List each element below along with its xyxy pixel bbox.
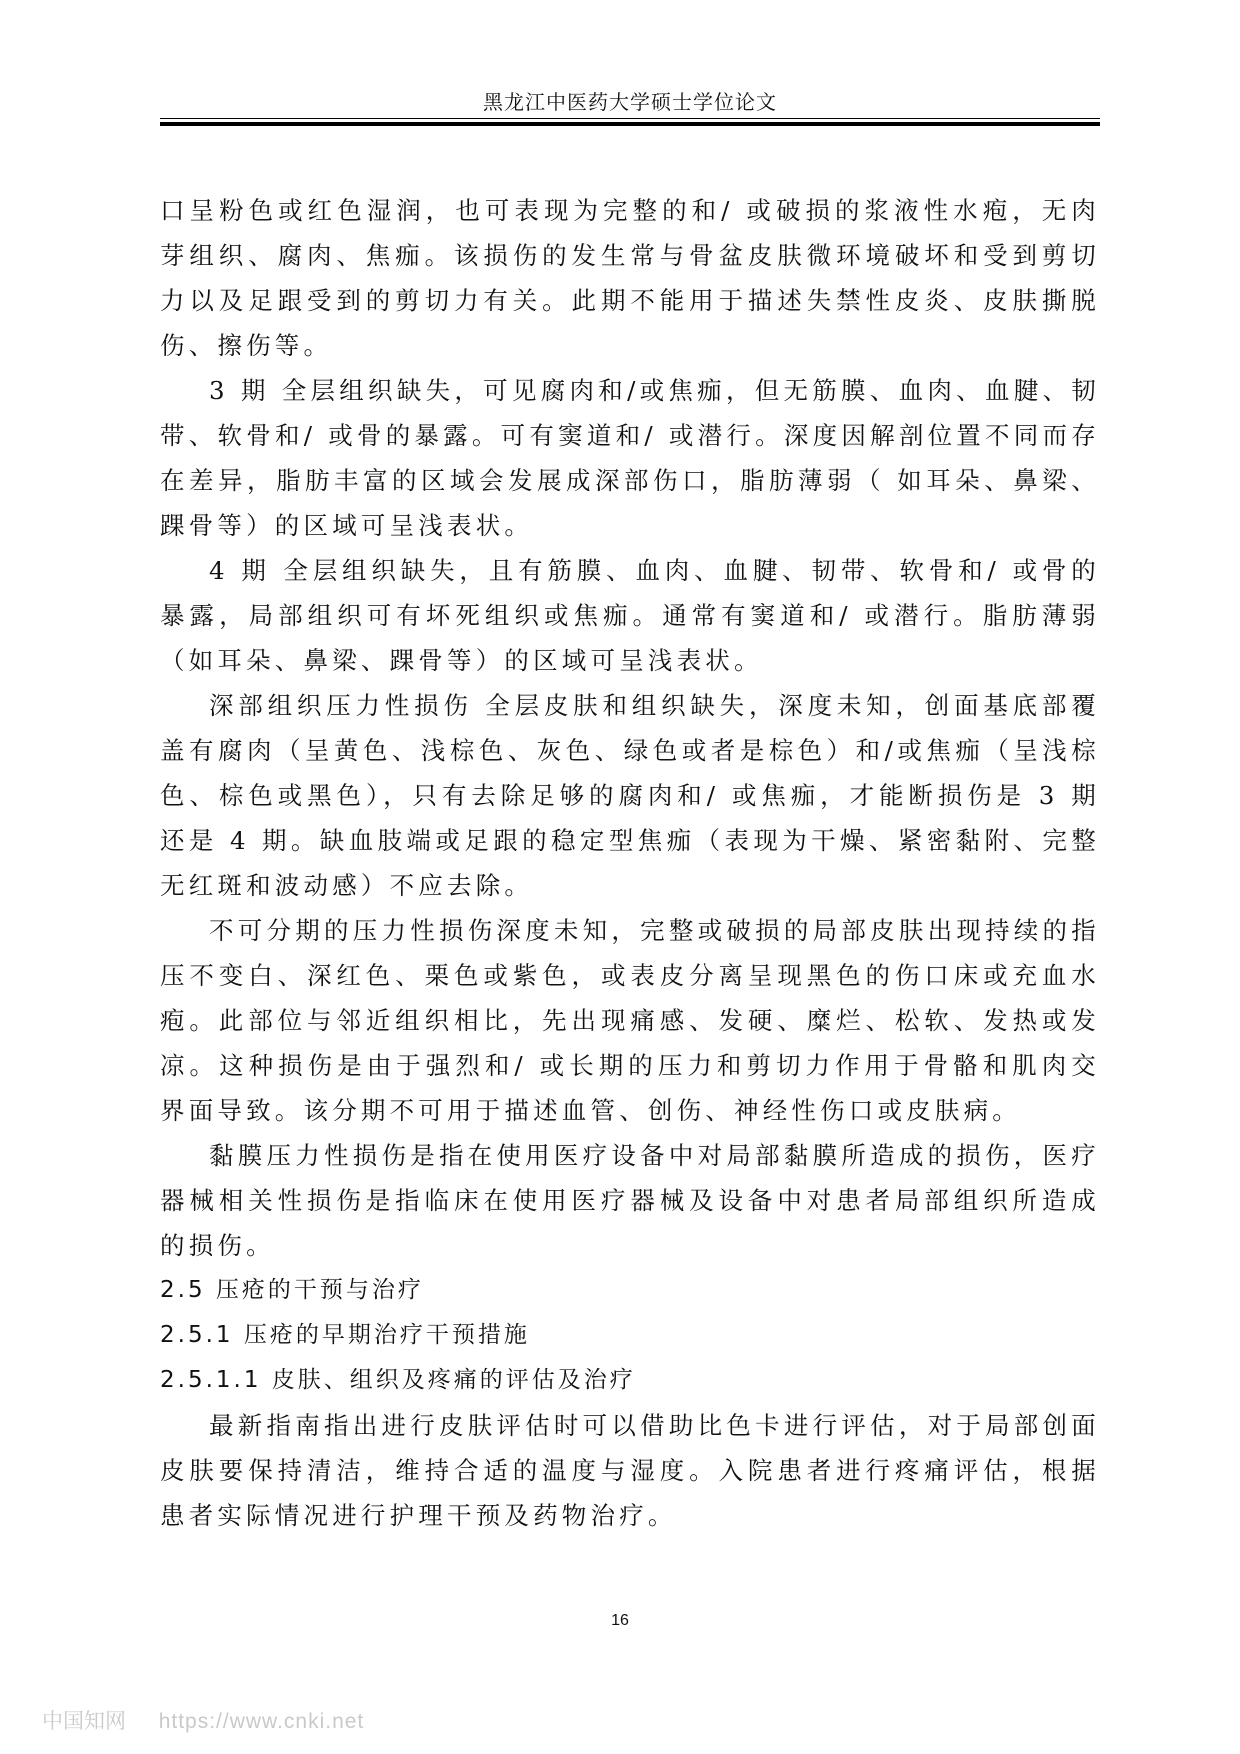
watermark-url: https://www.cnki.net (158, 1710, 365, 1733)
paragraph-continued: 口呈粉色或红色湿润，也可表现为完整的和/ 或破损的浆液性水疱，无肉芽组织、腐肉、焦痂。该损伤的发生常与骨盆皮肤微环境破坏和受到剪切力以及足跟受到的剪切力有关。此期不能用于描述失禁性皮炎、皮肤撕脱伤、擦伤等。 (160, 196, 1100, 360)
paragraph-deep-tissue: 深部组织压力性损伤 全层皮肤和组织缺失，深度未知，创面基底部覆盖有腐肉（呈黄色、浅棕色、灰色、绿色或者是棕色）和/或焦痂（呈浅棕色、棕色或黑色），只有去除足够的腐肉和/ 或焦痂，才能断损伤是 3 期还是 4 期。缺血肢端或足跟的稳定型焦痂（表现为干燥、紧密黏附、完整无红斑和波动感）不应去除。 (160, 691, 1100, 900)
paragraph-unstageable: 不可分期的压力性损伤深度未知，完整或破损的局部皮肤出现持续的指压不变白、深红色、栗色或紫色，或表皮分离呈现黑色的伤口床或充血水疱。此部位与邻近组织相比，先出现痛感、发硬、糜烂、松软、发热或发凉。这种损伤是由于强烈和/ 或长期的压力和剪切力作用于骨骼和肌肉交界面导致。该分期不可用于描述血管、创伤、神经性伤口或皮肤病。 (160, 916, 1100, 1125)
header-rule-thin (160, 118, 1100, 119)
paragraph-stage-4: 4 期 全层组织缺失，且有筋膜、血肉、血腱、韧带、软骨和/ 或骨的暴露，局部组织可有坏死组织或焦痂。通常有窦道和/ 或潜行。脂肪薄弱（如耳朵、鼻梁、踝骨等）的区域可呈浅表状。 (160, 556, 1100, 675)
running-header: 黑龙江中医药大学硕士学位论文 (483, 90, 777, 114)
section-heading-2-5-1-1: 2.5.1.1 皮肤、组织及疼痛的评估及治疗 (160, 1367, 636, 1393)
section-heading-2-5-1: 2.5.1 压疮的早期治疗干预措施 (160, 1322, 530, 1348)
header-rule-thick (160, 122, 1100, 126)
page-number: 16 (611, 1612, 629, 1629)
paragraph-mucosal: 黏膜压力性损伤是指在使用医疗设备中对局部黏膜所造成的损伤，医疗器械相关性损伤是指临床在使用医疗器械及设备中对患者局部组织所造成的损伤。 (160, 1141, 1100, 1260)
section-heading-2-5: 2.5 压疮的干预与治疗 (160, 1277, 424, 1303)
main-body (160, 188, 1100, 1538)
paragraph-stage-3: 3 期 全层组织缺失，可见腐肉和/或焦痂，但无筋膜、血肉、血腱、韧带、软骨和/ 或骨的暴露。可有窦道和/ 或潜行。深度因解剖位置不同而存在差异，脂肪丰富的区域会发展成深部伤口，脂肪薄弱（ 如耳朵、鼻梁、踝骨等）的区域可呈浅表状。 (160, 376, 1100, 540)
cnki-watermark (42, 1705, 364, 1735)
paragraph-assessment: 最新指南指出进行皮肤评估时可以借助比色卡进行评估，对于局部创面皮肤要保持清洁，维持合适的温度与湿度。入院患者进行疼痛评估，根据患者实际情况进行护理干预及药物治疗。 (160, 1411, 1100, 1530)
watermark-brand: 中国知网 (42, 1709, 126, 1733)
